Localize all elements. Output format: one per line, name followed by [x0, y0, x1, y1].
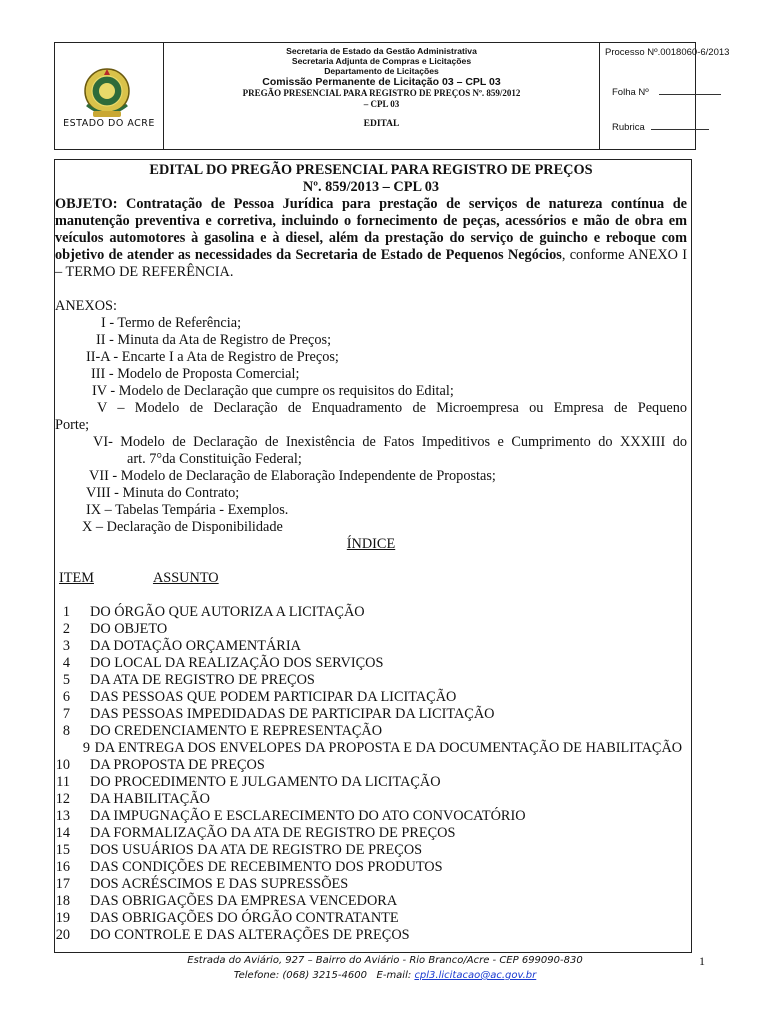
page-footer: [0, 953, 770, 983]
header-edital: EDITAL: [363, 119, 400, 129]
indice-row-title: DOS ACRÉSCIMOS E DAS SUPRESSÕES: [90, 876, 349, 892]
indice-row: [55, 808, 687, 825]
indice-row: [55, 757, 687, 774]
objeto-bold-text: OBJETO: Contratação de Pessoa Jurídica para prestação de serviços de natureza contínua de manutenção preventiva e corretiva, incluindo o fornecimento de peças, acessórios e mão de obra em veículos automotores à gasolina e à diesel, além da prestação do serviço de guincho e reboque com objetivo de atender as necessidades da Secretaria de Estado de Pequenos Negócios: [55, 196, 687, 263]
anexo-item: II-A - Encarte I a Ata de Registro de Preços;: [86, 349, 339, 365]
footer-phone: Telefone: (068) 3215-4600: [233, 970, 367, 981]
folha-field: [612, 87, 721, 98]
indice-row: [55, 927, 687, 944]
indice-row-title: DA HABILITAÇÃO: [90, 791, 210, 807]
indice-row-number: 13: [55, 808, 70, 824]
anexo-item: X – Declaração de Disponibilidade: [82, 519, 283, 535]
anexo-item: IX – Tabelas Tempária - Exemplos.: [86, 502, 289, 518]
indice-row-title: DA IMPUGNAÇÃO E ESCLARECIMENTO DO ATO CONVOCATÓRIO: [90, 808, 526, 824]
anexo-item: V – Modelo de Declaração de Enquadramento de Microempresa ou Empresa de Pequeno: [97, 400, 687, 416]
indice-row-title: DAS PESSOAS IMPEDIDADAS DE PARTICIPAR DA LICITAÇÃO: [90, 706, 495, 722]
anexo-item: VI- Modelo de Declaração de Inexistência de Fatos Impeditivos e Cumprimento do XXXIII do: [93, 434, 687, 450]
indice-row-number: 20: [55, 927, 70, 943]
anexo-item: IV - Modelo de Declaração que cumpre os requisitos do Edital;: [92, 383, 454, 399]
indice-row: [55, 689, 687, 706]
indice-row-number: 1: [62, 604, 70, 620]
indice-row-title: DOS USUÁRIOS DA ATA DE REGISTRO DE PREÇOS: [90, 842, 423, 858]
folha-blank-line: [659, 94, 721, 95]
footer-address: Estrada do Aviário, 927 – Bairro do Aviário - Rio Branco/Acre - CEP 699090-830: [187, 955, 583, 966]
anexo-item-continuation: Porte;: [55, 417, 90, 433]
indice-row-number: 19: [55, 910, 70, 926]
anexo-item: VII - Modelo de Declaração de Elaboração Independente de Propostas;: [89, 468, 496, 484]
estado-do-acre-label: ESTADO DO ACRE: [63, 118, 155, 129]
indice-row-number: 17: [55, 876, 70, 892]
anexo-item: I - Termo de Referência;: [101, 315, 242, 331]
processo-number: Processo Nº.0018060-6/2013: [605, 47, 730, 58]
indice-row-number: 5: [62, 672, 70, 688]
indice-row-title: DO CREDENCIAMENTO E REPRESENTAÇÃO: [90, 723, 383, 739]
indice-row-title: DO LOCAL DA REALIZAÇÃO DOS SERVIÇOS: [90, 655, 384, 671]
objeto-rest-text: , conforme ANEXO I – TERMO DE REFERÊNCIA.: [55, 247, 687, 280]
indice-row: [55, 859, 687, 876]
header-table: [54, 42, 730, 150]
indice-row: [55, 825, 687, 842]
footer-email-label: E-mail:: [376, 970, 412, 981]
header-line-departamento: Departamento de Licitações: [324, 66, 439, 76]
indice-row-number: 11: [56, 774, 70, 790]
indice-row-title: DAS PESSOAS QUE PODEM PARTICIPAR DA LICITAÇÃO: [90, 689, 457, 705]
indice-row-title: DO CONTROLE E DAS ALTERAÇÕES DE PREÇOS: [90, 927, 410, 943]
indice-row: [55, 774, 687, 791]
header-pregao-line2: – CPL 03: [363, 98, 400, 109]
folha-label: Folha Nº: [612, 87, 649, 98]
indice-row-number: 2: [62, 621, 70, 637]
indice-row-title: DAS CONDIÇÕES DE RECEBIMENTO DOS PRODUTOS: [90, 859, 443, 875]
indice-row-number: 10: [55, 757, 70, 773]
column-assunto: ASSUNTO: [152, 570, 219, 586]
header-line-adjunta: Secretaria Adjunta de Compras e Licitações: [291, 56, 472, 66]
edital-content: [55, 162, 687, 944]
indice-row-number: 7: [62, 706, 70, 722]
indice-row-title: DA ATA DE REGISTRO DE PREÇOS: [90, 672, 315, 688]
header-logo-cell: [55, 43, 164, 149]
header-line-secretaria: Secretaria de Estado da Gestão Administrativa: [286, 46, 477, 56]
indice-row-title: DA ENTREGA DOS ENVELOPES DA PROPOSTA E DA DOCUMENTAÇÃO DE HABILITAÇÃO: [94, 740, 683, 756]
indice-row: [55, 791, 687, 808]
indice-column-headers: [55, 570, 687, 587]
indice-row-number: 14: [55, 825, 70, 841]
indice-row: [55, 621, 687, 638]
header-process-cell: [600, 43, 730, 149]
indice-row-title: DA FORMALIZAÇÃO DA ATA DE REGISTRO DE PREÇOS: [90, 825, 456, 841]
indice-row-number: 6: [62, 689, 70, 705]
indice-row-title: DO OBJETO: [90, 621, 168, 637]
header-comissao: Comissão Permanente de Licitação 03 – CPL 03: [262, 76, 501, 88]
objeto-paragraph: [55, 196, 687, 281]
indice-row: [55, 910, 687, 927]
indice-row: [55, 638, 687, 655]
rubrica-label: Rubrica: [612, 122, 645, 133]
indice-row: [55, 706, 687, 723]
indice-row: [55, 740, 687, 757]
anexo-item: III - Modelo de Proposta Comercial;: [91, 366, 300, 382]
indice-row-title: DA PROPOSTA DE PREÇOS: [90, 757, 265, 773]
indice-row: [55, 672, 687, 689]
anexo-item-continuation: art. 7°da Constituição Federal;: [127, 451, 302, 467]
anexos-label: ANEXOS:: [55, 298, 117, 314]
indice-list: [55, 604, 687, 944]
indice-row-number: 18: [55, 893, 70, 909]
indice-row-number: 16: [55, 859, 70, 875]
column-item: ITEM: [59, 570, 94, 586]
indice-row: [55, 876, 687, 893]
indice-title: ÍNDICE: [346, 536, 396, 552]
indice-row-title: DAS OBRIGAÇÕES DO ÓRGÃO CONTRATANTE: [90, 910, 399, 926]
header-title-cell: [164, 43, 600, 149]
indice-row-number: 3: [62, 638, 70, 654]
rubrica-field: [612, 122, 709, 133]
indice-row: [55, 893, 687, 910]
indice-row-title: DAS OBRIGAÇÕES DA EMPRESA VENCEDORA: [90, 893, 398, 909]
rubrica-blank-line: [651, 129, 709, 130]
footer-contact: [0, 968, 770, 983]
edital-title: EDITAL DO PREGÃO PRESENCIAL PARA REGISTRO DE PREÇOS: [149, 162, 593, 178]
anexo-item: VIII - Minuta do Contrato;: [86, 485, 240, 501]
indice-row-title: DA DOTAÇÃO ORÇAMENTÁRIA: [90, 638, 301, 654]
footer-email-link[interactable]: cpl3.licitacao@ac.gov.br: [414, 970, 537, 981]
indice-row-number: 15: [55, 842, 70, 858]
anexo-item: II - Minuta da Ata de Registro de Preços;: [96, 332, 332, 348]
header-pregao-line1: PREGÃO PRESENCIAL PARA REGISTRO DE PREÇOS Nº. 859/2012: [242, 88, 521, 98]
indice-row-title: DO ÓRGÃO QUE AUTORIZA A LICITAÇÃO: [90, 604, 365, 620]
indice-row-number: 12: [55, 791, 70, 807]
page-number: 1: [699, 954, 705, 968]
indice-row: [55, 604, 687, 621]
indice-row: [55, 655, 687, 672]
indice-row-number: 9: [82, 740, 90, 756]
edital-number: Nº. 859/2013 – CPL 03: [302, 179, 440, 195]
indice-row-number: 8: [62, 723, 70, 739]
indice-row-number: 4: [62, 655, 70, 671]
indice-row: [55, 842, 687, 859]
indice-row-title: DO PROCEDIMENTO E JULGAMENTO DA LICITAÇÃO: [90, 774, 441, 790]
indice-row: [55, 723, 687, 740]
